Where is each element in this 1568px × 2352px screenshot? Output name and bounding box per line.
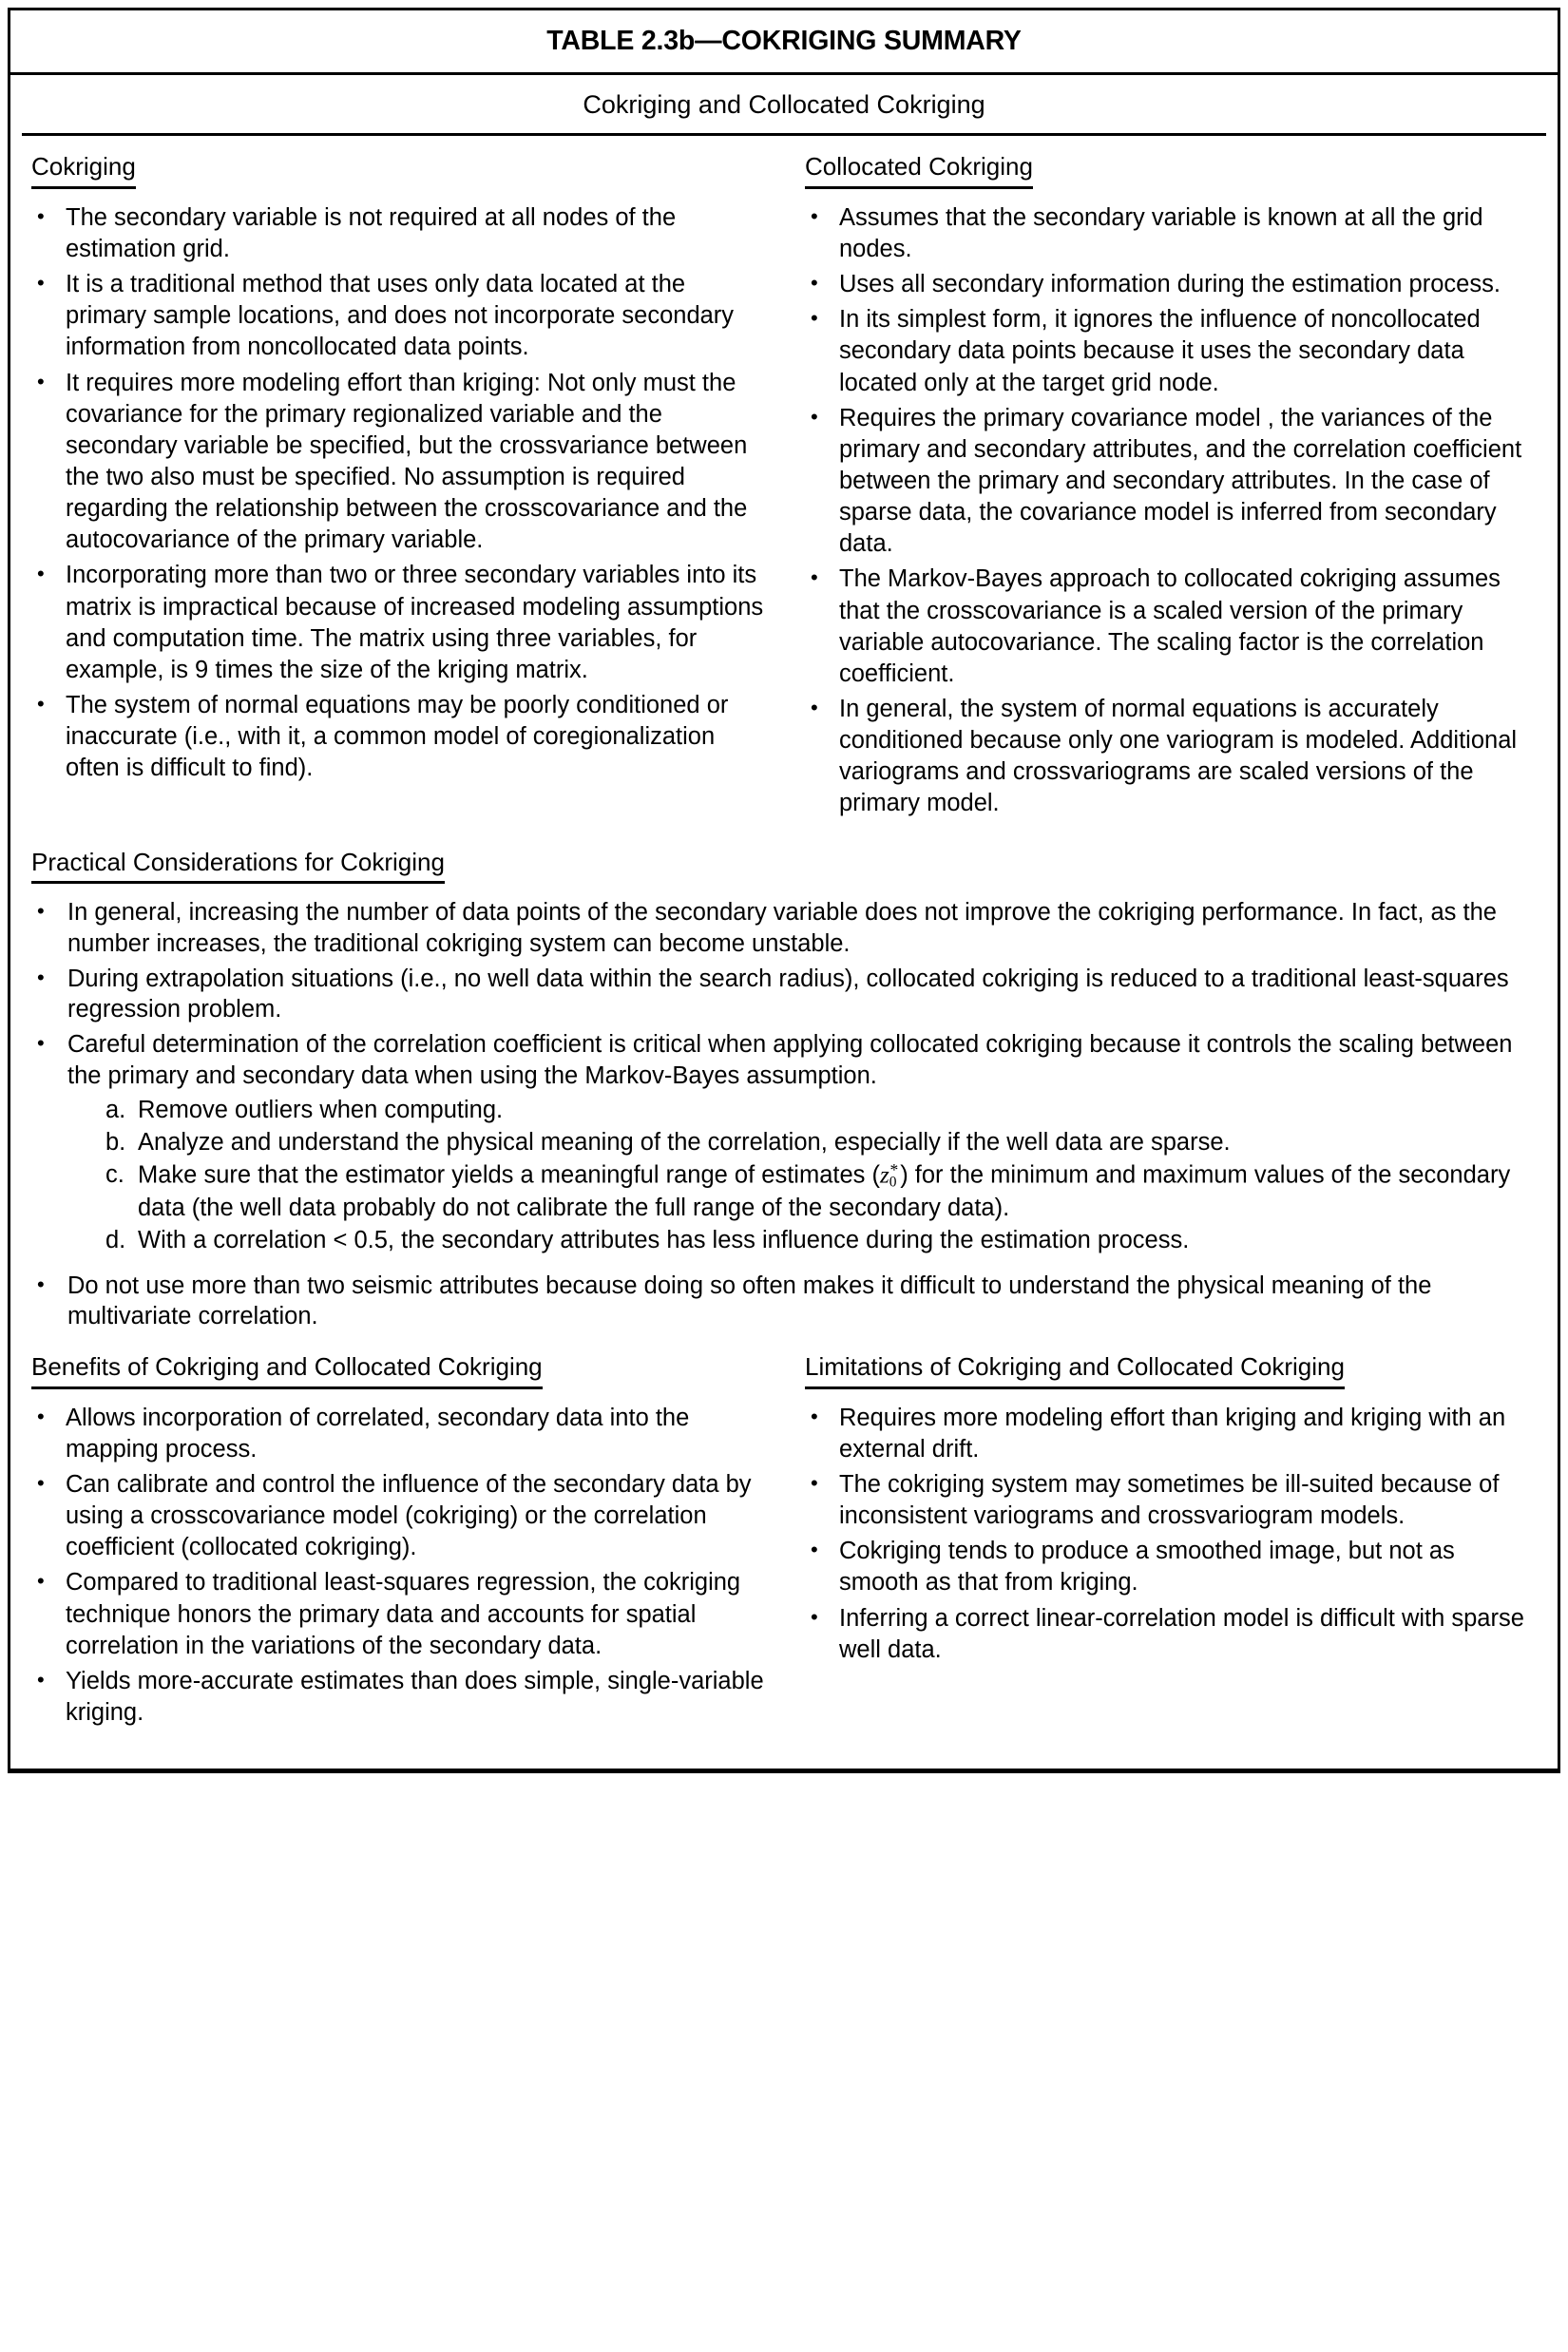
math-subscript: 0 — [889, 1175, 897, 1192]
collocated-cokriging-bullet-list — [805, 202, 1540, 820]
sub-item-text-b: Analyze and understand the physical meaning of the correlation, especially if the well data are sparse. — [138, 1129, 1231, 1157]
cokriging-bullet-list — [31, 202, 771, 785]
list-item: • In its simplest form, it ignores the influence of noncollocated secondary data points because it uses the secondary data located only at the target grid node. — [805, 304, 1540, 398]
list-item: • It requires more modeling effort than kriging: Not only must the covariance for the primary regionalized variable and the secondary variable be specified, but the crossvariance between the two also must be specified. No assumption is required regarding the relationship between the crosscovariance and the autocovariance of the primary variable. — [31, 368, 771, 557]
estimator-math-symbol — [880, 1159, 900, 1193]
list-item: • Incorporating more than two or three secondary variables into its matrix is impractical because of increased modeling assumptions and computation time. The matrix using three variables, for example, is 9 times the size of the kriging matrix. — [31, 560, 771, 686]
list-item: • The secondary variable is not required at all nodes of the estimation grid. — [31, 202, 771, 265]
table-title: TABLE 2.3b—COKRIGING SUMMARY — [10, 10, 1558, 75]
list-item: • Careful determination of the correlation coefficient is critical when applying collocated cokriging because it controls the scaling between the primary and secondary data when using the Markov-Bayes assumption. — [31, 1029, 1533, 1091]
sub-item-text-a: Remove outliers when computing. — [138, 1097, 504, 1124]
collocated-cokriging-heading: Collocated Cokriging — [805, 153, 1033, 189]
practical-considerations-heading: Practical Considerations for Cokriging — [31, 849, 445, 885]
sub-item-label-d: d. — [105, 1227, 126, 1254]
bottom-spacer — [10, 1732, 1558, 1769]
list-item: • Compared to traditional least-squares regression, the cokriging technique honors the primary data and accounts for spatial correlation in the variations of the secondary data. — [31, 1567, 771, 1661]
list-item: • The Markov-Bayes approach to collocated cokriging assumes that the crosscovariance is a scaled version of the primary variable autocovariance. The scaling factor is the correlation coefficient. — [805, 564, 1540, 690]
practical-bullet-list-after — [31, 1271, 1533, 1332]
benefits-heading: Benefits of Cokriging and Collocated Cokriging — [31, 1353, 543, 1389]
sub-item-label-b: b. — [105, 1129, 126, 1157]
list-item: • Requires more modeling effort than kriging and kriging with an external drift. — [805, 1403, 1540, 1465]
sub-item-text-c-before: Make sure that the estimator yields a meaningful range of estimates ( — [138, 1161, 880, 1189]
list-item: • Yields more-accurate estimates than does simple, single-variable kriging. — [31, 1666, 771, 1729]
list-item: • The system of normal equations may be poorly conditioned or inaccurate (i.e., with it, a common model of coregionalization often is difficult to find). — [31, 690, 771, 784]
list-item: • Cokriging tends to produce a smoothed image, but not as smooth as that from kriging. — [805, 1536, 1540, 1598]
sub-item-text-c-after: ) for the minimum and maximum values of the secondary data (the well data probably do not calibrate the full range of the secondary data). — [138, 1161, 1511, 1222]
benefits-heading-wrap — [31, 1353, 771, 1389]
list-item: • Inferring a correct linear-correlation model is difficult with sparse well data. — [805, 1603, 1540, 1666]
table-container — [8, 8, 1560, 1773]
list-item: • Requires the primary covariance model , the variances of the primary and secondary attributes, and the correlation coefficient between the primary and secondary attributes. In the case of sparse data, the covariance model is inferred from secondary data. — [805, 403, 1540, 561]
cokriging-column — [10, 136, 784, 824]
collocated-cokriging-column — [784, 136, 1558, 824]
sub-item-label-c: c. — [105, 1161, 124, 1189]
list-item: • Uses all secondary information during the estimation process. — [805, 269, 1540, 300]
sub-item-text-d: With a correlation < 0.5, the secondary attributes has less influence during the estimation process. — [138, 1227, 1190, 1254]
list-item: • Do not use more than two seismic attributes because doing so often makes it difficult to understand the physical meaning of the multivariate correlation. — [31, 1271, 1533, 1332]
list-item: • It is a traditional method that uses only data located at the primary sample locations, and does not incorporate secondary information from noncollocated data points. — [31, 269, 771, 363]
bottom-two-column-region — [10, 1353, 1558, 1732]
practical-heading-wrap — [31, 849, 1533, 885]
practical-considerations-section — [10, 824, 1558, 1332]
practical-bullet-list-before — [31, 897, 1533, 1091]
limitations-bullet-list — [805, 1403, 1540, 1666]
collocated-heading-wrap — [805, 153, 1540, 189]
limitations-heading-wrap — [805, 1353, 1540, 1389]
cokriging-heading: Cokriging — [31, 153, 136, 189]
list-item: • The cokriging system may sometimes be ill-suited because of inconsistent variograms and crossvariogram models. — [805, 1469, 1540, 1532]
table-subtitle: Cokriging and Collocated Cokriging — [583, 90, 985, 119]
list-item-d — [105, 1225, 1533, 1256]
list-item: • In general, the system of normal equations is accurately conditioned because only one variogram is modeled. Additional variograms and crossvariograms are scaled versions of the primary model. — [805, 694, 1540, 820]
main-two-column-region — [10, 136, 1558, 824]
list-item-a — [105, 1095, 1533, 1126]
list-item: • In general, increasing the number of data points of the secondary variable does not improve the cokriging performance. In fact, as the number increases, the traditional cokriging system can become unstable. — [31, 897, 1533, 959]
list-item: • During extrapolation situations (i.e., no well data within the search radius), collocated cokriging is reduced to a traditional least-squares regression problem. — [31, 964, 1533, 1025]
benefits-column — [10, 1353, 784, 1732]
limitations-heading: Limitations of Cokriging and Collocated Cokriging — [805, 1353, 1345, 1389]
list-item-b — [105, 1127, 1533, 1158]
sub-item-label-a: a. — [105, 1097, 126, 1124]
limitations-column — [784, 1353, 1558, 1732]
math-variable: z — [879, 1162, 889, 1189]
list-item: • Can calibrate and control the influence of the secondary data by using a crosscovariance model (cokriging) or the correlation coefficient (collocated cokriging). — [31, 1469, 771, 1563]
table-subtitle-band — [10, 75, 1558, 133]
list-item: • Assumes that the secondary variable is known at all the grid nodes. — [805, 202, 1540, 265]
list-item-c — [105, 1159, 1533, 1224]
list-item: • Allows incorporation of correlated, secondary data into the mapping process. — [31, 1403, 771, 1465]
benefits-bullet-list — [31, 1403, 771, 1729]
cokriging-heading-wrap — [31, 153, 771, 189]
math-superscript: * — [889, 1160, 899, 1180]
practical-sub-items — [31, 1095, 1533, 1256]
